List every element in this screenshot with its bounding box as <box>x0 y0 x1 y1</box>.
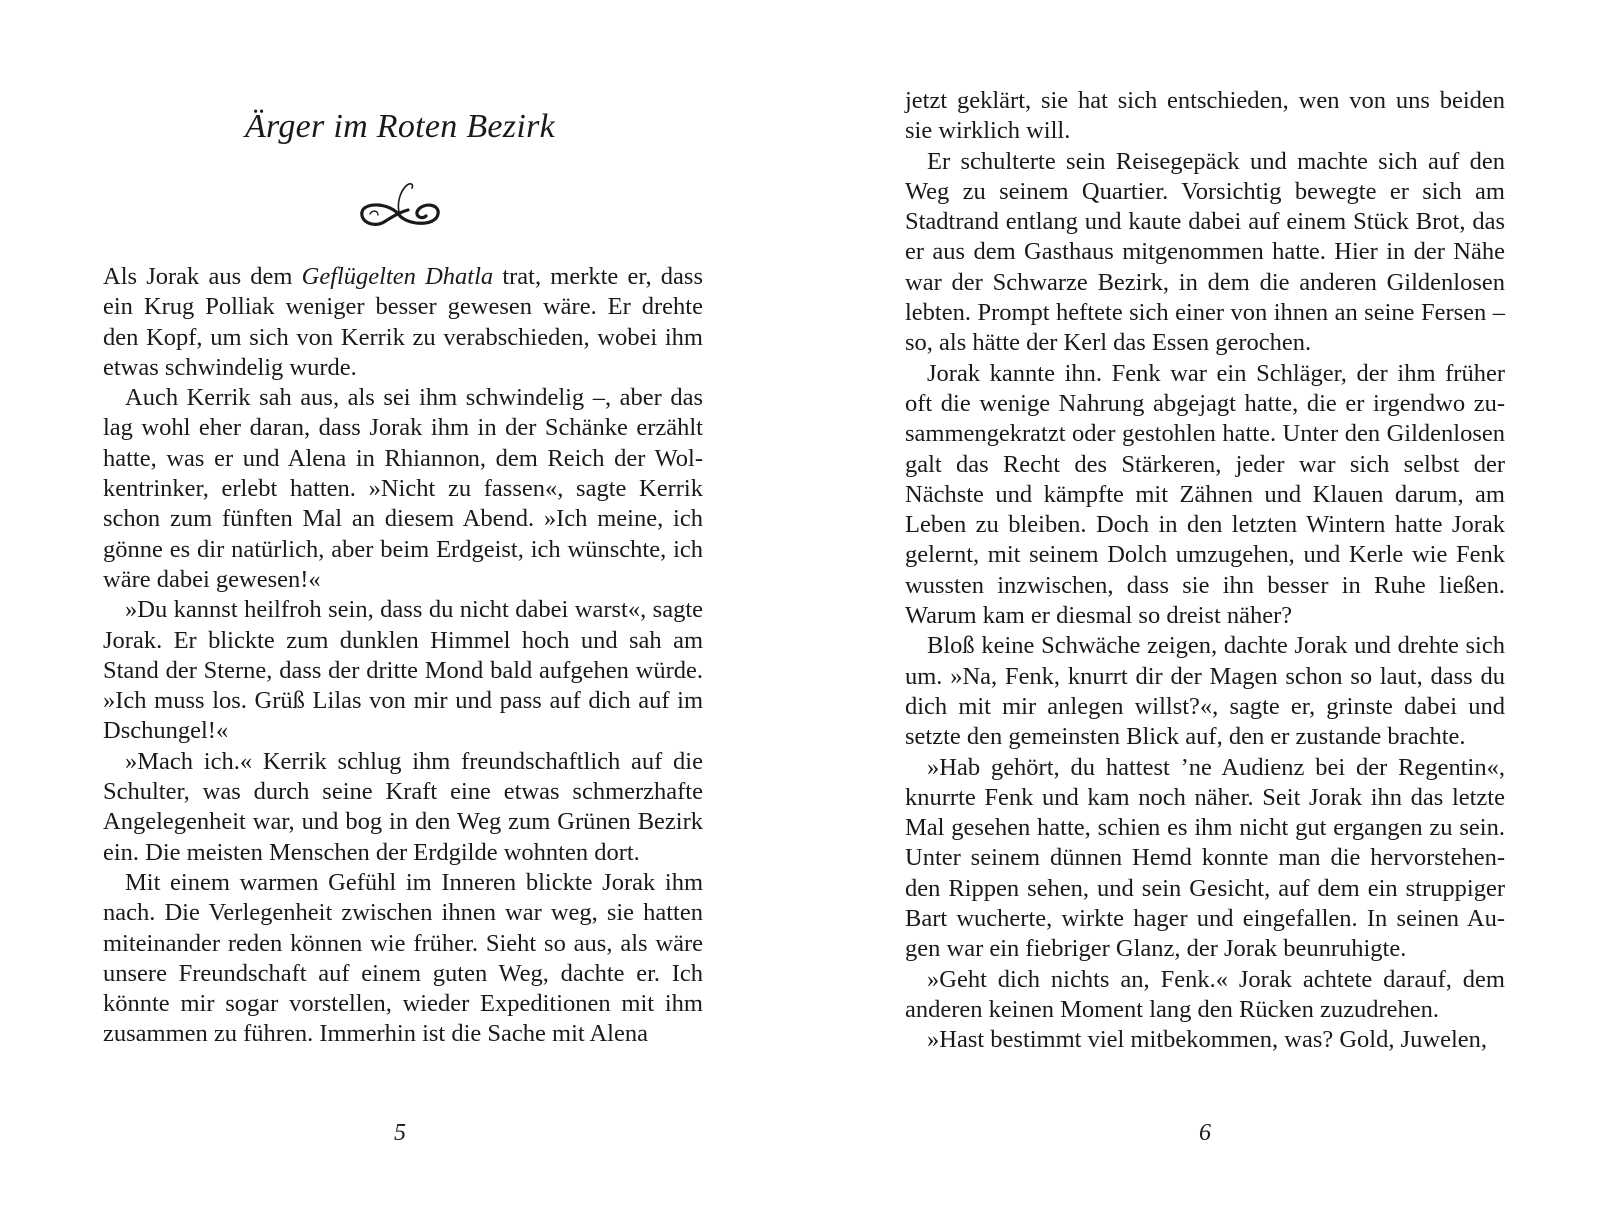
right-page-text <box>905 86 1505 1056</box>
paragraph: »Mach ich.« Kerrik schlug ihm freundschaftlich auf die Schulter, was durch seine Kraft eine etwas schmerzhafte Angelegenheit war, und bog in den Weg zum Grünen Bezirk ein. Die meisten Menschen der Erdgilde wohnten dort. <box>103 747 703 866</box>
paragraph-text: trat, merkte er, dass ein Krug Polliak weniger besser gewesen wäre. Er drehte den Kopf, um sich von Kerrik zu verabschieden, wobei ihm etwas schwindelig wurde. <box>103 263 703 381</box>
paragraph: jetzt geklärt, sie hat sich entschieden, wen von uns beiden sie wirklich will. <box>905 87 1505 145</box>
left-page-text <box>103 262 703 1050</box>
paragraph: Jorak kannte ihn. Fenk war ein Schläger, der ihm früher oft die wenige Nahrung abgejagt hatte, die er irgendwo zusammengekratzt oder gestohlen hatte. Unter den Gildenlosen galt das Recht des Stärkeren, jeder war sich selbst der Nächste und kämpfte mit Zähnen und Klauen darum, am Leben zu bleiben. Doch in den letzten Wintern hatte Jorak gelernt, mit seinem Dolch umzugehen, und Kerle wie Fenk wussten inzwischen, dass sie ihn besser in Ruhe ließen. Warum kam er diesmal so dreist näher? <box>905 359 1505 630</box>
paragraph: Er schulterte sein Reisegepäck und machte sich auf den Weg zu seinem Quartier. Vorsichtig bewegte er sich am Stadtrand entlang und kaute dabei auf einem Stück Brot, das er aus dem Gasthaus mitgenommen hatte. Hier in der Nähe war der Schwarze Bezirk, in dem die anderen Gildenlosen lebten. Prompt heftete sich einer von ihnen an seine Fersen – so, als hätte der Kerl das Essen gerochen. <box>905 147 1505 357</box>
page-number: 5 <box>394 1120 406 1146</box>
paragraph-text: Als Jorak aus dem <box>103 263 302 290</box>
paragraph: Bloß keine Schwäche zeigen, dachte Jorak und drehte sich um. »Na, Fenk, knurrt dir der Magen schon so laut, dass du dich mit mir anlegen willst?«, sagte er, grinste dabei und setzte den gemeinsten Blick auf, den er zustande brachte. <box>905 632 1505 751</box>
paragraph: »Hast bestimmt viel mitbekommen, was? Gold, Juwelen, <box>927 1026 1488 1054</box>
right-page <box>800 0 1600 1229</box>
paragraph: »Geht dich nichts an, Fenk.« Jorak achtete darauf, dem anderen keinen Moment lang den Rücken zuzudrehen. <box>905 965 1505 1023</box>
paragraph <box>103 262 703 383</box>
paragraph: »Hab gehört, du hattest ’ne Audienz bei der Regentin«, knurrte Fenk und kam noch näher. Seit Jorak ihn das letzte Mal gesehen hatte, schien es ihm nicht gut ergangen zu sein. Unter seinem dünnen Hemd konnte man die hervorstehenden Rippen sehen, und sein Gesicht, auf dem ein struppiger Bart wucherte, wirkte hager und eingefallen. In seinen Augen war ein fiebriger Glanz, der Jorak beunruhigte. <box>905 753 1505 963</box>
flourish-ornament-icon <box>350 172 450 234</box>
emphasized-text: Geflügelten Dhatla <box>301 263 494 290</box>
paragraph: Mit einem warmen Gefühl im Inneren blickte Jorak ihm nach. Die Verlegenheit zwischen ihnen war weg, sie hatten miteinander reden können wie früher. Sieht so aus, als wäre unsere Freundschaft auf einem guten Weg, dachte er. Ich könnte mir sogar vorstellen, wieder Expeditionen mit ihm zusammen zu führen. Immerhin ist die Sache mit Alena <box>103 868 703 1048</box>
paragraph: Auch Kerrik sah aus, als sei ihm schwindelig –, aber das lag wohl eher daran, dass Jorak ihm in der Schänke erzählt hatte, was er und Alena in Rhiannon, dem Reich der Wolkentrinker, erlebt hatten. »Nicht zu fassen«, sagte Kerrik schon zum fünften Mal an diesem Abend. »Ich meine, ich gönne es dir natürlich, aber beim Erdgeist, ich wünschte, ich wäre dabei gewesen!« <box>103 384 703 593</box>
chapter-title: Ärger im Roten Bezirk <box>244 108 556 145</box>
page-number: 6 <box>1199 1120 1211 1146</box>
paragraph: »Du kannst heilfroh sein, dass du nicht dabei warst«, sagte Jorak. Er blickte zum dunklen Himmel hoch und sah am Stand der Sterne, dass der dritte Mond bald aufgehen würde. »Ich muss los. Grüß Lilas von mir und pass auf dich auf im Dschungel!« <box>103 596 703 745</box>
